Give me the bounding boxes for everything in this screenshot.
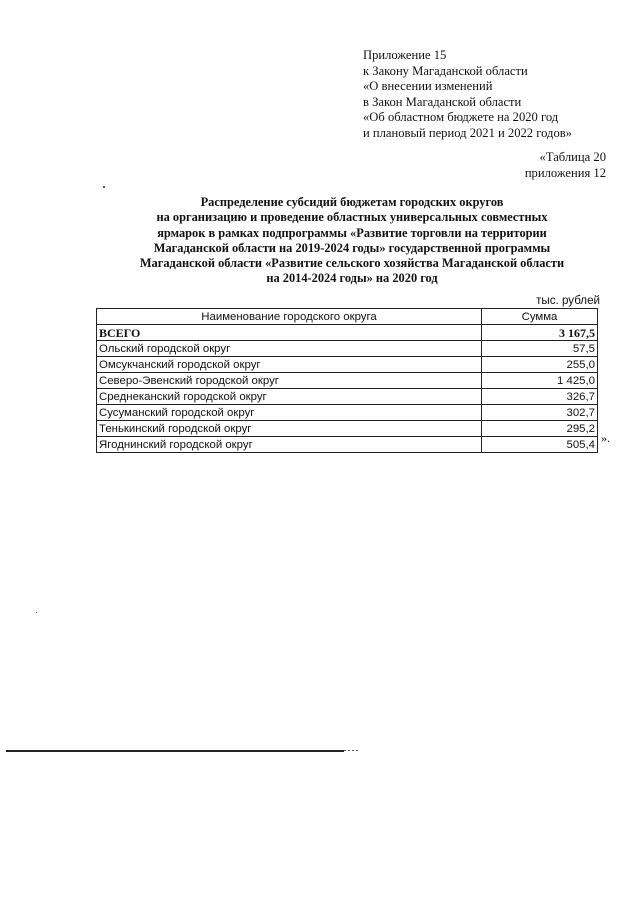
district-sum: 255,0	[482, 357, 598, 373]
scan-speck	[103, 186, 105, 188]
total-label: ВСЕГО	[97, 325, 482, 341]
title-line: Магаданской области на 2019-2024 годы» государственной программы	[153, 240, 551, 255]
district-sum: 302,7	[482, 405, 598, 421]
district-sum: 326,7	[482, 389, 598, 405]
district-name: Омсукчанский городской округ	[97, 357, 482, 373]
appendix-line: к Закону Магаданской области	[363, 63, 528, 78]
title-line: ярмарок в рамках подпрограммы «Развитие торговли на территории	[157, 225, 547, 240]
footnote-separator-tail	[344, 750, 358, 751]
title-line: на организацию и проведение областных универсальных совместных	[156, 210, 548, 225]
district-name: Тенькинский городской округ	[97, 421, 482, 437]
table-row	[97, 341, 598, 357]
table-row	[97, 373, 598, 389]
footnote-separator-line	[6, 750, 344, 752]
district-sum: 1 425,0	[482, 373, 598, 389]
title-line: Магаданской области «Развитие сельского хозяйства Магаданской области	[139, 256, 565, 271]
table-reference-line: «Таблица 20	[539, 150, 606, 164]
table-row	[97, 357, 598, 373]
table-header-row	[97, 309, 598, 325]
table-row	[97, 405, 598, 421]
title-line: Распределение субсидий бюджетам городских округов	[200, 195, 504, 209]
district-name: Ольский городской округ	[97, 341, 482, 357]
subsidies-table	[96, 308, 598, 453]
table-total-row	[97, 325, 598, 341]
table-row	[97, 421, 598, 437]
closing-quote-mark: ».	[601, 431, 610, 445]
appendix-line: Приложение 15	[363, 48, 447, 62]
appendix-line: «О внесении изменений	[363, 79, 493, 94]
document-title	[60, 195, 640, 287]
appendix-line: в Закон Магаданской области	[363, 94, 522, 109]
district-name: Северо-Эвенский городской округ	[97, 373, 482, 389]
appendix-line: и плановый период 2021 и 2022 годов»	[363, 125, 572, 140]
table-row	[97, 389, 598, 405]
units-label: тыс. рублей	[536, 294, 600, 307]
district-sum: 57,5	[482, 341, 598, 357]
district-name: Сусуманский городской округ	[97, 405, 482, 421]
district-name: Ягоднинский городской округ	[97, 437, 482, 453]
scan-speck	[36, 612, 37, 613]
header-district-name: Наименование городского округа	[97, 309, 482, 325]
district-name: Среднеканский городской округ	[97, 389, 482, 405]
appendix-line: «Об областном бюджете на 2020 год	[363, 110, 559, 125]
table-reference	[525, 150, 606, 181]
district-sum: 295,2	[482, 421, 598, 437]
district-sum: 505,4	[482, 437, 598, 453]
title-line: на 2014-2024 годы» на 2020 год	[266, 271, 438, 286]
header-sum: Сумма	[482, 309, 598, 325]
table-reference-line: приложения 12	[524, 165, 606, 180]
total-sum: 3 167,5	[482, 325, 598, 341]
appendix-header	[363, 48, 572, 142]
table-row	[97, 437, 598, 453]
